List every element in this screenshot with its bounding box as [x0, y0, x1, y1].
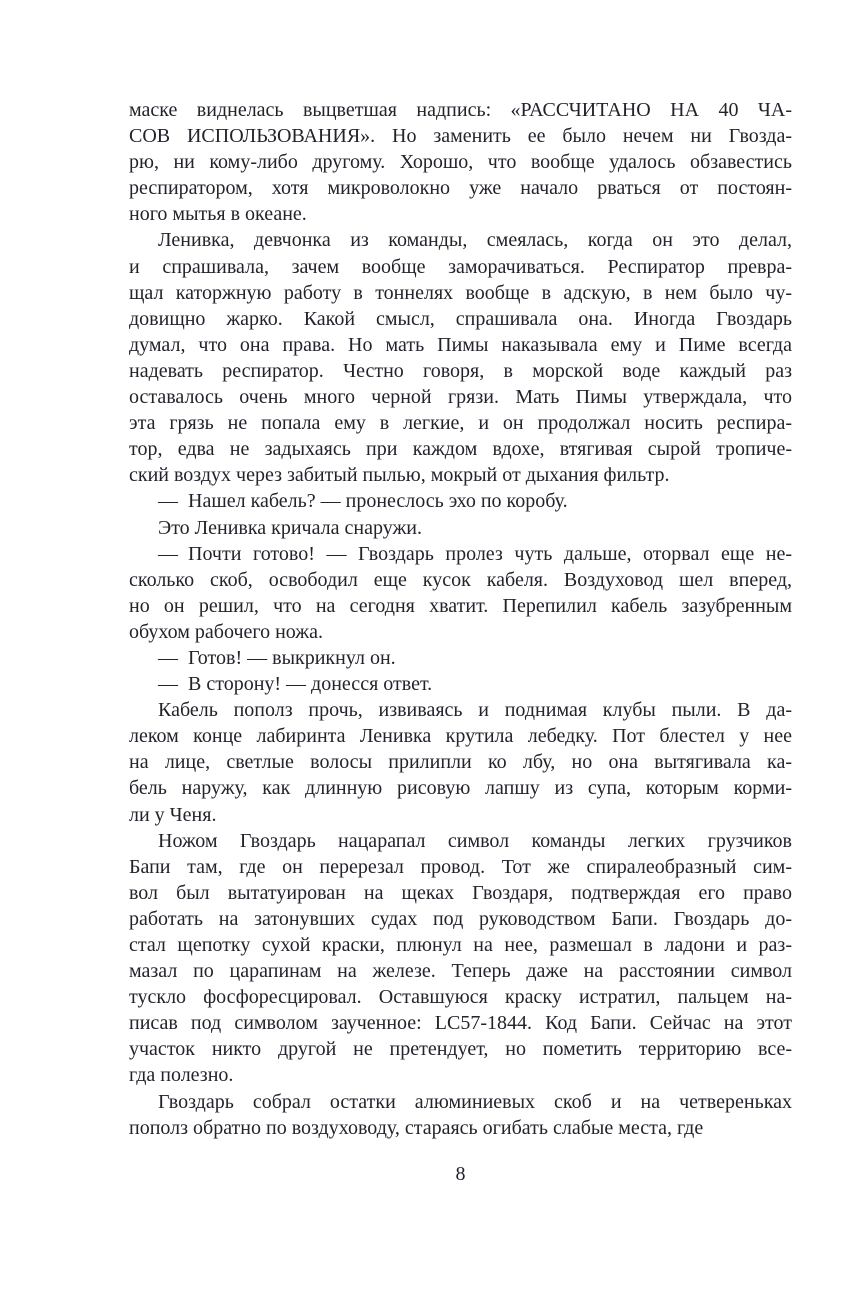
text-line: леком конце лабиринта Ленивка крутила лебедку. Пот блестел у нее [129, 725, 792, 748]
text-line: Кабель пополз прочь, извиваясь и поднимая клубы пыли. В да- [158, 699, 792, 722]
paragraph [129, 97, 792, 227]
text-line: — В сторону! — донесся ответ. [158, 673, 433, 696]
text-line: обухом рабочего ножа. [129, 620, 324, 643]
paragraph [129, 828, 792, 1089]
text-line: участок никто другой не претендует, но пометить территорию все- [129, 1038, 792, 1061]
text-line: сколько скоб, освободил еще кусок кабеля. Воздуховод шел вперед, [129, 568, 792, 591]
text-line: бель наружу, как длинную рисовую лапшу из супа, которым корми- [129, 777, 792, 800]
text-line: и спрашивала, зачем вообще заморачиваться. Респиратор превра- [129, 255, 792, 278]
text-line: — Готов! — выкрикнул он. [158, 646, 396, 669]
text-line: Это Ленивка кричала снаружи. [158, 516, 422, 539]
text-line: писав под символом заученное: LC57-1844. Код Бапи. Сейчас на этот [129, 1012, 792, 1035]
text-line: СОВ ИСПОЛЬЗОВАНИЯ». Но заменить ее было нечем ни Гвозда- [129, 125, 792, 148]
text-line: рю, ни кому-либо другому. Хорошо, что вообще удалось обзавестись [129, 151, 792, 174]
text-line: Ножом Гвоздарь нацарапал символ команды легких грузчиков [158, 829, 792, 852]
paragraph [129, 1089, 792, 1141]
text-line: думал, что она права. Но мать Пимы наказывала ему и Пиме всегда [129, 333, 792, 356]
text-line: но он решил, что на сегодня хватит. Перепилил кабель зазубренным [129, 594, 792, 617]
text-line: — Почти готово! — Гвоздарь пролез чуть дальше, оторвал еще не- [158, 542, 792, 565]
text-line: вол был вытатуирован на щеках Гвоздаря, подтверждая его право [129, 881, 792, 904]
text-line: Гвоздарь собрал остатки алюминиевых скоб и на четвереньках [158, 1090, 792, 1113]
page-text-column [129, 97, 792, 1141]
text-line: — Нашел кабель? — пронеслось эхо по коробу. [158, 490, 568, 513]
text-line: Ленивка, девчонка из команды, смеялась, когда он это делал, [158, 229, 792, 252]
paragraph [129, 541, 792, 645]
page-number: 8 [455, 1163, 466, 1185]
text-line: респиратором, хотя микроволокно уже начало рваться от постоян- [129, 177, 792, 200]
paragraph [129, 227, 792, 488]
text-line: гда полезно. [129, 1064, 234, 1087]
text-line: мазал по царапинам на железе. Теперь даже на расстоянии символ [129, 960, 792, 983]
paragraph [129, 515, 792, 541]
text-line: довищно жарко. Какой смысл, спрашивала она. Иногда Гвоздарь [129, 307, 792, 330]
text-line: ли у Ченя. [129, 803, 217, 826]
text-line: стал щепотку сухой краски, плюнул на нее, размешал в ладони и раз- [129, 934, 792, 956]
text-line: пополз обратно по воздуховоду, стараясь огибать слабые места, где [129, 1116, 704, 1139]
text-line: ский воздух через забитый пылью, мокрый от дыхания фильтр. [129, 464, 670, 487]
text-line: тор, едва не задыхаясь при каждом вдохе, втягивая сырой тропиче- [129, 438, 792, 461]
text-line: Бапи там, где он перерезал провод. Тот же спиралеобразный сим- [129, 855, 792, 878]
text-line: на лице, светлые волосы прилипли ко лбу, но она вытягивала ка- [129, 751, 792, 774]
text-line: надевать респиратор. Честно говоря, в морской воде каждый раз [129, 359, 792, 382]
text-line: тускло фосфоресцировал. Оставшуюся краску истратил, пальцем на- [129, 986, 792, 1009]
text-line: щал каторжную работу в тоннелях вообще в адскую, в нем было чу- [129, 281, 792, 304]
text-line: маске виднелась выцветшая надпись: «РАССЧИТАНО НА 40 ЧА- [129, 99, 792, 121]
paragraph [129, 671, 792, 697]
text-line: ного мытья в океане. [129, 203, 307, 226]
text-line: эта грязь не попала ему в легкие, и он продолжал носить респира- [129, 412, 792, 435]
text-line: работать на затонувших судах под руководством Бапи. Гвоздарь до- [129, 907, 792, 930]
paragraph [129, 697, 792, 827]
text-line: оставалось очень много черной грязи. Мать Пимы утверждала, что [129, 386, 792, 409]
paragraph [129, 488, 792, 514]
paragraph [129, 645, 792, 671]
